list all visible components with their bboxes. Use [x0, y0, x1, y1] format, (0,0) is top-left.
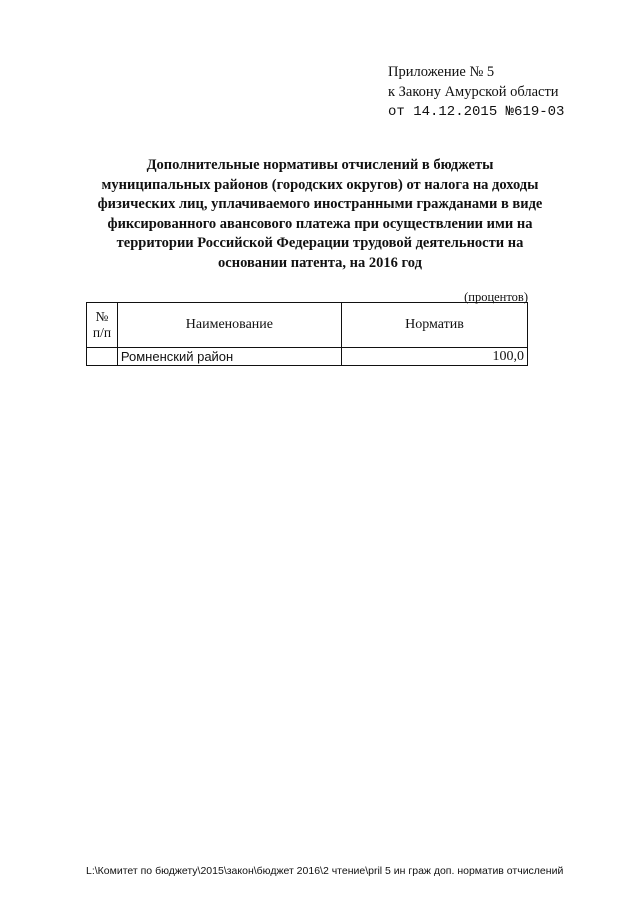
units-label: (процентов)	[464, 290, 528, 304]
appendix-header	[388, 62, 628, 122]
law-date-number: от 14.12.2015 №619-03	[388, 104, 565, 120]
table-row	[87, 348, 528, 366]
header-number-symbol: №	[95, 309, 109, 324]
header-name: Наименование	[117, 303, 341, 348]
appendix-number: Приложение № 5	[388, 64, 495, 80]
row-name: Ромненский район	[117, 348, 341, 366]
document-title: Дополнительные нормативы отчислений в бюджеты муниципальных районов (городских округов) от налога на доходы физических лиц, уплачиваемого иностранными гражданами в виде фиксированного авансового платежа при осуществлении ими на территории Российской Федерации трудовой деятельности на основании патента, на 2016 год	[97, 157, 543, 271]
header-number-abbr: п/п	[92, 325, 112, 340]
row-number	[87, 348, 118, 366]
header-norm: Норматив	[341, 303, 527, 348]
row-value: 100,0	[341, 348, 527, 366]
norms-table	[86, 302, 528, 366]
law-reference: к Закону Амурской области	[388, 84, 559, 100]
file-path-footer: L:\Комитет по бюджету\2015\закон\бюджет 2016\2 чтение\pril 5 ин граж доп. норматив отчислений	[86, 865, 564, 877]
header-number	[87, 303, 118, 348]
table-header-row	[87, 303, 528, 348]
